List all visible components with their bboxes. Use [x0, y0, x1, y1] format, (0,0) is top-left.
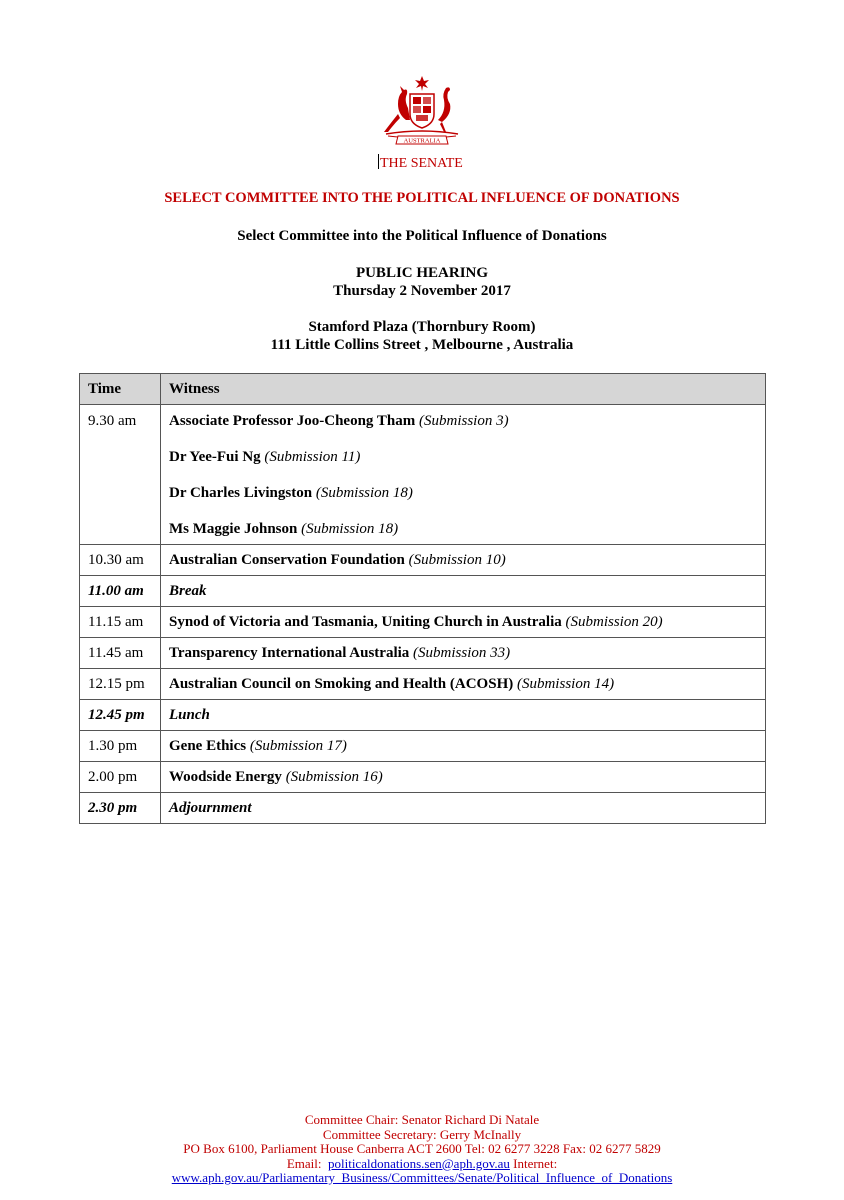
senate-label: THE SENATE [380, 156, 463, 171]
time-cell: 11.45 am [80, 638, 161, 669]
time-cell: 1.30 pm [80, 731, 161, 762]
witness-entry: Dr Charles Livingston (Submission 18) [169, 485, 413, 501]
witness-cell [161, 405, 766, 545]
committee-chair: Committee Chair: Senator Richard Di Natale [304, 1112, 540, 1127]
website-link[interactable]: www.aph.gov.au/Parliamentary_Business/Committees/Senate/Political_Influence_of_Donations [171, 1170, 673, 1185]
coat-of-arms-logo [376, 74, 468, 146]
table-row [80, 669, 766, 700]
table-row [80, 545, 766, 576]
witness-cell: Synod of Victoria and Tasmania, Uniting Church in Australia (Submission 20) [161, 607, 766, 638]
witness-cell: Adjournment [161, 793, 766, 824]
time-cell: 2.30 pm [80, 793, 161, 824]
time-cell: 12.15 pm [80, 669, 161, 700]
committee-title: Select Committee into the Political Influence of Donations [237, 228, 607, 244]
contact-line [0, 1157, 844, 1172]
witness-entry: Associate Professor Joo-Cheong Tham (Submission 3) [169, 413, 509, 429]
witness-entry: Dr Yee-Fui Ng (Submission 11) [169, 449, 361, 465]
postal-address: PO Box 6100, Parliament House Canberra ACT 2600 Tel: 02 6277 3228 Fax: 02 6277 5829 [183, 1141, 661, 1156]
hearing-schedule-table [79, 373, 766, 824]
table-header-row [80, 374, 766, 405]
footer [0, 1113, 844, 1186]
witness-cell: Woodside Energy (Submission 16) [161, 762, 766, 793]
table-row [80, 762, 766, 793]
time-cell: 11.00 am [80, 576, 161, 607]
table-row-lunch [80, 700, 766, 731]
time-cell: 11.15 am [80, 607, 161, 638]
witness-cell: Lunch [161, 700, 766, 731]
committee-secretary: Committee Secretary: Gerry McInally [322, 1126, 522, 1142]
table-row [80, 638, 766, 669]
hearing-info [0, 264, 844, 300]
email-link[interactable]: politicaldonations.sen@aph.gov.au [327, 1155, 510, 1171]
internet-label: Internet: [513, 1155, 558, 1171]
table-row [80, 607, 766, 638]
time-cell: 2.00 pm [80, 762, 161, 793]
witness-cell: Australian Conservation Foundation (Submission 10) [161, 545, 766, 576]
time-cell: 9.30 am [80, 405, 161, 545]
crest-motto: AUSTRALIA [403, 137, 441, 145]
witness-cell: Australian Council on Smoking and Health (ACOSH) (Submission 14) [161, 669, 766, 700]
witness-cell: Gene Ethics (Submission 17) [161, 731, 766, 762]
time-cell: 12.45 pm [80, 700, 161, 731]
witness-entry: Ms Maggie Johnson (Submission 18) [169, 521, 399, 537]
venue-address: 111 Little Collins Street , Melbourne , Australia [270, 337, 574, 353]
col-header-witness: Witness [161, 374, 766, 405]
table-row [80, 405, 766, 545]
hearing-date: Thursday 2 November 2017 [333, 283, 511, 299]
witness-cell: Break [161, 576, 766, 607]
col-header-time: Time [80, 374, 161, 405]
hearing-type: PUBLIC HEARING [355, 265, 489, 281]
table-row [80, 731, 766, 762]
time-cell: 10.30 am [80, 545, 161, 576]
witness-cell: Transparency International Australia (Submission 33) [161, 638, 766, 669]
text-cursor [378, 154, 379, 169]
email-label: Email: [286, 1155, 322, 1171]
table-row-break [80, 576, 766, 607]
table-row-adjournment [80, 793, 766, 824]
committee-title-upper: SELECT COMMITTEE INTO THE POLITICAL INFLUENCE OF DONATIONS [164, 190, 680, 206]
venue-name: Stamford Plaza (Thornbury Room) [308, 319, 536, 335]
venue-info [0, 318, 844, 354]
